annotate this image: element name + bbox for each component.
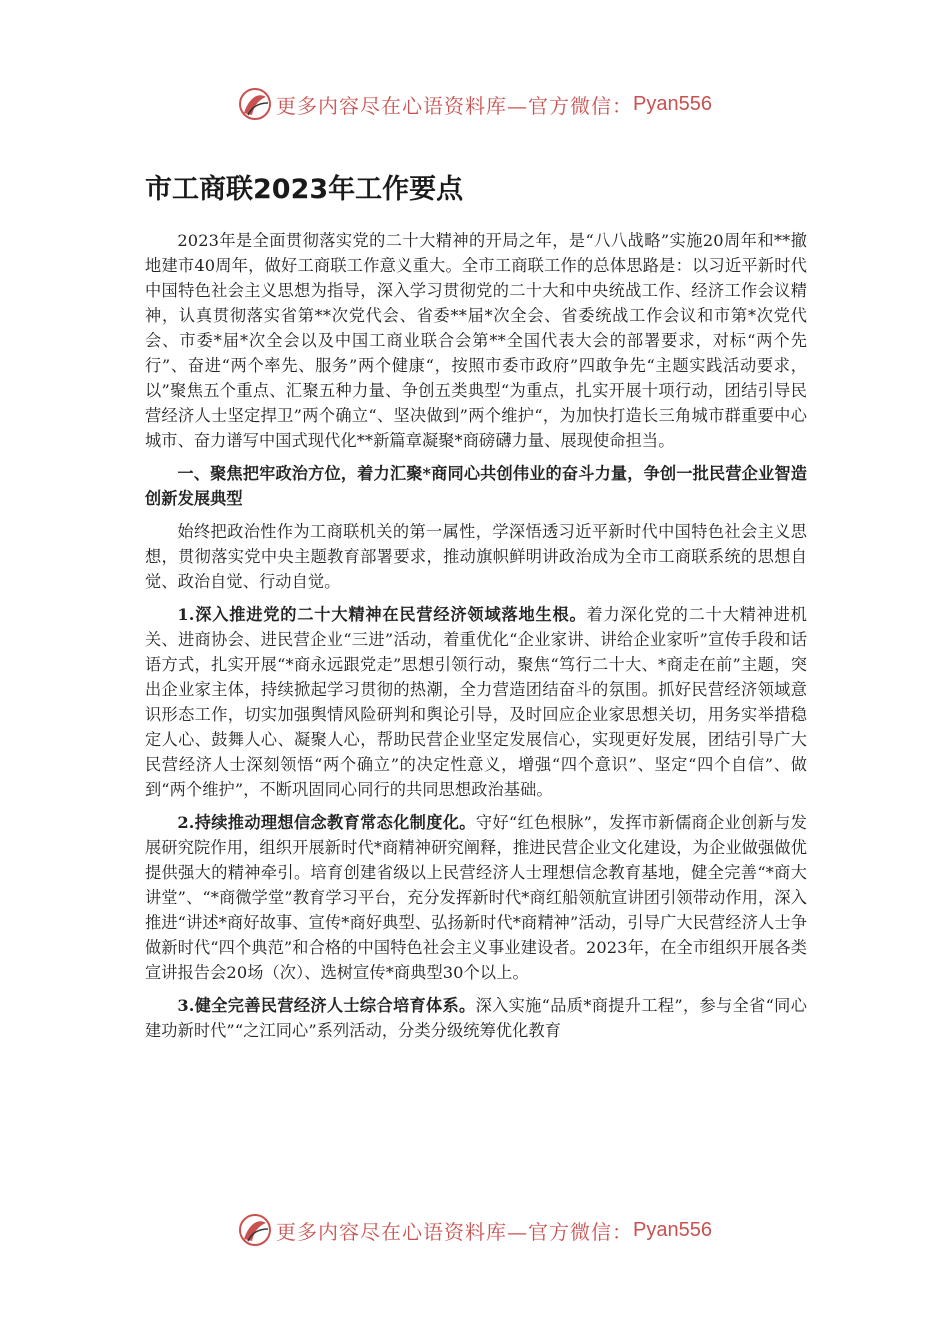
banner-wechat-id: Pyan556 — [633, 1218, 712, 1241]
item-3-lead: 3.健全完善民营经济人士综合培育体系。 — [177, 996, 476, 1015]
footer-watermark-banner — [0, 1208, 950, 1252]
banner-text: 更多内容尽在心语资料库—官方微信： — [276, 93, 634, 118]
swirl-logo-icon — [238, 1213, 272, 1247]
item-2-lead: 2.持续推动理想信念教育常态化制度化。 — [177, 813, 476, 832]
item-1-lead: 1.深入推进党的二十大精神在民营经济领域落地生根。 — [177, 605, 587, 624]
item-1-text: 着力深化党的二十大精神进机关、进商协会、进民营企业“三进”活动，着重优化“企业家讲、讲给企业家听”宣传手段和话语方式，扎实开展“*商永远跟党走”思想引领行动，聚焦“笃行二十大、*商走在前”主题，突出企业家主体，持续掀起学习贯彻的热潮，全力营造团结奋斗的氛围。抓好民营经济领域意识形态工作，切实加强舆情风险研判和舆论引导，及时回应企业家思想关切，用务实举措稳定人心、鼓舞人心、凝聚人心，帮助民营企业坚定发展信心，实现更好发展，团结引导广大民营经济人士深刻领悟“两个确立”的决定性意义，增强“四个意识”、坚定“四个自信”、做到“两个维护”，不断巩固同心同行的共同思想政治基础。 — [145, 605, 807, 799]
item-2-paragraph — [145, 810, 807, 985]
item-3-paragraph — [145, 993, 807, 1043]
item-1-paragraph — [145, 602, 807, 802]
document-title: 市工商联2023年工作要点 — [145, 174, 464, 205]
section-1-body: 始终把政治性作为工商联机关的第一属性，学深悟透习近平新时代中国特色社会主义思想，贯彻落实党中央主题教育部署要求，推动旗帜鲜明讲政治成为全市工商联系统的思想自觉、政治自觉、行动自觉。 — [145, 522, 807, 591]
swirl-logo-icon — [238, 87, 272, 121]
intro-paragraph: 2023年是全面贯彻落实党的二十大精神的开局之年，是“八八战略”实施20周年和**撤地建市40周年，做好工商联工作意义重大。全市工商联工作的总体思路是：以习近平新时代中国特色社会主义思想为指导，深入学习贯彻党的二十大和中央统战工作、经济工作会议精神，认真贯彻落实省第**次党代会、省委**届*次全会、省委统战工作会议和市第*次党代会、市委*届*次全会以及中国工商业联合会第**全国代表大会的部署要求，对标“两个先行”、奋进“两个率先、服务”两个健康“，按照市委市政府”四敢争先“主题实践活动要求，以”聚焦五个重点、汇聚五种力量、争创五类典型“为重点，扎实开展十项行动，团结引导民营经济人士坚定捍卫”两个确立“、坚决做到”两个维护“，为加快打造长三角城市群重要中心城市、奋力谱写中国式现代化**新篇章凝聚*商磅礴力量、展现使命担当。 — [145, 231, 807, 450]
document-body — [145, 170, 807, 1051]
item-2-text: 守好“红色根脉”，发挥市新儒商企业创新与发展研究院作用，组织开展新时代*商精神研究阐释，推进民营企业文化建设，为企业做强做优提供强大的精神牵引。培育创建省级以上民营经济人士理想信念教育基地，健全完善“*商大讲堂”、“*商微学堂”教育学习平台，充分发挥新时代*商红船领航宣讲团引领带动作用，深入推进“讲述*商好故事、宣传*商好典型、弘扬新时代*商精神”活动，引导广大民营经济人士争做新时代“四个典范”和合格的中国特色社会主义事业建设者。2023年，在全市组织开展各类宣讲报告会20场（次）、选树宣传*商典型30个以上。 — [145, 813, 807, 982]
header-watermark-banner — [0, 82, 950, 126]
section-1-heading: 一、聚焦把牢政治方位，着力汇聚*商同心共创伟业的奋斗力量，争创一批民营企业智造创新发展典型 — [145, 464, 807, 508]
banner-text: 更多内容尽在心语资料库—官方微信： — [276, 1219, 634, 1244]
banner-wechat-id: Pyan556 — [633, 92, 712, 115]
item-3-text: 深入实施“品质*商提升工程”，参与全省“同心建功新时代”“之江同心”系列活动，分类分级统筹优化教育 — [145, 996, 807, 1040]
